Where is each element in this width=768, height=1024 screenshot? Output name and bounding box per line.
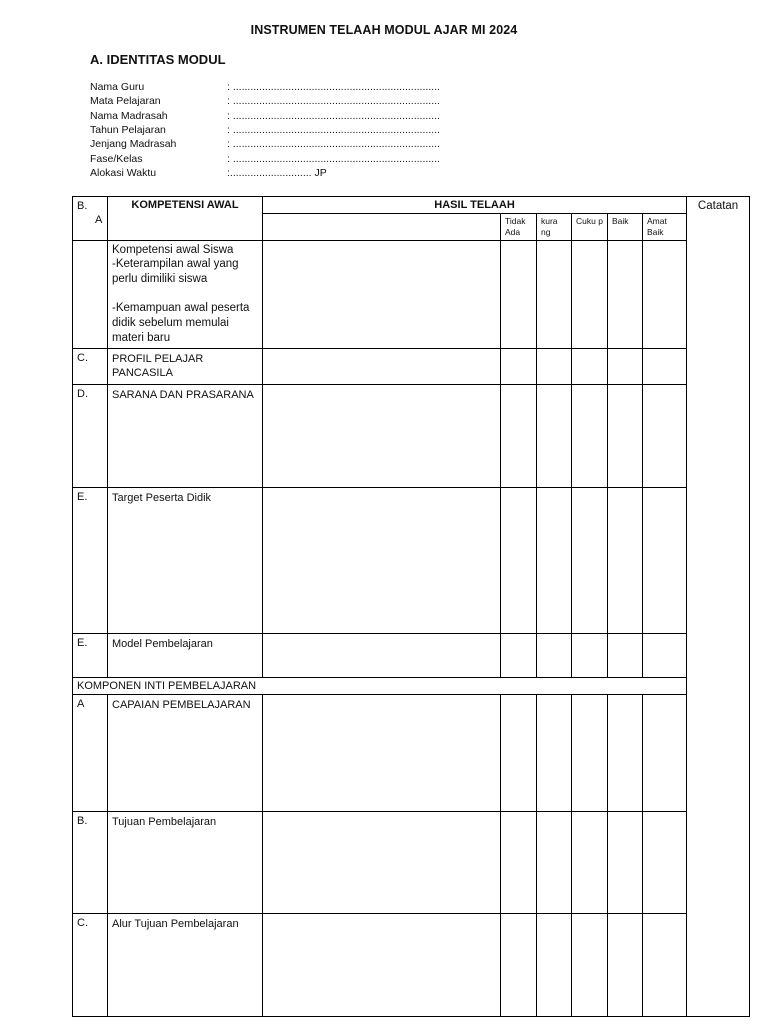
rating-kurang: kura ng: [537, 214, 572, 240]
rating-cell[interactable]: [572, 812, 608, 914]
identity-label: Nama Guru: [90, 81, 145, 94]
row-num: E.: [73, 633, 108, 677]
rating-cell[interactable]: [501, 487, 537, 633]
header-catatan: Catatan: [697, 200, 739, 212]
identity-row: [90, 137, 440, 151]
document-title: INSTRUMEN TELAAH MODUL AJAR MI 2024: [250, 23, 518, 37]
rating-tidak-ada: Tidak Ada: [501, 214, 537, 240]
identity-value: :............................ JP: [227, 166, 327, 179]
rating-cell[interactable]: [608, 240, 643, 349]
rating-cell[interactable]: [537, 349, 572, 385]
row-num: D.: [73, 384, 108, 487]
identity-label: Jenjang Madrasah: [90, 138, 177, 151]
rating-cell[interactable]: [537, 812, 572, 914]
identity-value: : .......................................................................: [227, 81, 440, 94]
kompetensi-awal-cell: [108, 240, 263, 349]
identity-label: Mata Pelajaran: [90, 95, 161, 108]
table-row-komponen-inti: [73, 677, 750, 694]
rating-cell[interactable]: [608, 487, 643, 633]
rating-cell[interactable]: [643, 812, 687, 914]
rating-cell[interactable]: [643, 914, 687, 1017]
telaah-table: [72, 196, 750, 1017]
rating-cell[interactable]: [572, 914, 608, 1017]
table-header-row: [73, 197, 750, 214]
rating-cell[interactable]: [572, 240, 608, 349]
rating-cell[interactable]: [643, 240, 687, 349]
identity-value: : .......................................................................: [227, 95, 440, 108]
header-hasil-telaah: HASIL TELAAH: [263, 197, 687, 214]
rating-cell[interactable]: [501, 812, 537, 914]
row-label: SARANA DAN PRASARANA: [108, 384, 263, 487]
telaah-cell[interactable]: [263, 633, 501, 677]
table-row-target: [73, 487, 750, 633]
row-label: Alur Tujuan Pembelajaran: [108, 914, 263, 1017]
rating-cell[interactable]: [608, 633, 643, 677]
kompetensi-line: Kompetensi awal Siswa: [112, 243, 234, 256]
identity-value: : .......................................................................: [227, 109, 440, 122]
hasil-blank-subheader: [263, 214, 501, 240]
row-num: B.: [73, 812, 108, 914]
rating-cell[interactable]: [501, 633, 537, 677]
telaah-cell[interactable]: [263, 349, 501, 385]
identity-label: Nama Madrasah: [90, 109, 168, 122]
rating-cell[interactable]: [501, 349, 537, 385]
telaah-cell[interactable]: [263, 240, 501, 349]
section-a-heading: A. IDENTITAS MODUL: [90, 52, 226, 67]
identity-label: Fase/Kelas: [90, 152, 143, 165]
row-label: Model Pembelajaran: [108, 633, 263, 677]
identity-row: [90, 80, 440, 94]
kompetensi-line: -Kemampuan awal peserta didik sebelum memulai materi baru: [112, 302, 250, 345]
table-row-capaian: [73, 695, 750, 812]
table-row-kompetensi-awal: [73, 240, 750, 349]
rating-cell[interactable]: [501, 384, 537, 487]
rating-cell[interactable]: [643, 349, 687, 385]
rating-cell[interactable]: [501, 914, 537, 1017]
row-num: C.: [73, 914, 108, 1017]
rating-cell[interactable]: [643, 487, 687, 633]
header-b-cell: [73, 197, 108, 241]
row-num: C.: [73, 349, 108, 385]
rating-cell[interactable]: [608, 384, 643, 487]
header-a-label: A: [95, 214, 103, 227]
rating-cukup: Cuku p: [572, 214, 608, 240]
row-num-cell: [73, 240, 108, 349]
header-b-label: B.: [77, 200, 88, 212]
rating-cell[interactable]: [572, 349, 608, 385]
rating-cell[interactable]: [608, 349, 643, 385]
rating-cell[interactable]: [572, 695, 608, 812]
row-num: E.: [73, 487, 108, 633]
kompetensi-line: -Keterampilan awal yang perlu dimiliki siswa: [112, 258, 239, 286]
telaah-cell[interactable]: [263, 914, 501, 1017]
komponen-inti-heading: KOMPONEN INTI PEMBELAJARAN: [73, 677, 750, 694]
catatan-column: [687, 197, 750, 1017]
rating-amat-baik: Amat Baik: [643, 214, 687, 240]
row-label: Target Peserta Didik: [108, 487, 263, 633]
table-row-tujuan: [73, 812, 750, 914]
telaah-cell[interactable]: [263, 384, 501, 487]
telaah-cell[interactable]: [263, 487, 501, 633]
table-row-profil: [73, 349, 750, 385]
row-label: PROFIL PELAJAR PANCASILA: [108, 349, 263, 385]
identity-value: : .......................................................................: [227, 124, 440, 137]
row-num: A: [73, 695, 108, 812]
identity-list: [90, 80, 440, 180]
rating-cell[interactable]: [537, 487, 572, 633]
identity-label: Tahun Pelajaran: [90, 124, 166, 137]
identity-row: [90, 123, 440, 137]
telaah-cell[interactable]: [263, 812, 501, 914]
identity-value: : .......................................................................: [227, 138, 440, 151]
identity-row: [90, 151, 440, 165]
telaah-cell[interactable]: [263, 695, 501, 812]
rating-cell[interactable]: [608, 695, 643, 812]
table-row-model: [73, 633, 750, 677]
rating-cell[interactable]: [643, 384, 687, 487]
rating-cell[interactable]: [501, 240, 537, 349]
rating-cell[interactable]: [608, 914, 643, 1017]
identity-row: [90, 109, 440, 123]
rating-cell[interactable]: [572, 487, 608, 633]
rating-cell[interactable]: [537, 633, 572, 677]
identity-row: [90, 166, 440, 180]
rating-cell[interactable]: [643, 633, 687, 677]
identity-row: [90, 94, 440, 108]
rating-cell[interactable]: [537, 695, 572, 812]
table-row-alur: [73, 914, 750, 1017]
rating-cell[interactable]: [537, 384, 572, 487]
identity-value: : .......................................................................: [227, 152, 440, 165]
rating-cell[interactable]: [501, 695, 537, 812]
identity-label: Alokasi Waktu: [90, 166, 157, 179]
rating-cell[interactable]: [537, 240, 572, 349]
header-kompetensi: KOMPETENSI AWAL: [108, 197, 263, 241]
row-label: CAPAIAN PEMBELAJARAN: [108, 695, 263, 812]
rating-cell[interactable]: [572, 633, 608, 677]
rating-cell[interactable]: [572, 384, 608, 487]
rating-baik: Baik: [608, 214, 643, 240]
rating-cell[interactable]: [537, 914, 572, 1017]
row-label: Tujuan Pembelajaran: [108, 812, 263, 914]
table-row-sarana: [73, 384, 750, 487]
rating-cell[interactable]: [608, 812, 643, 914]
rating-cell[interactable]: [643, 695, 687, 812]
